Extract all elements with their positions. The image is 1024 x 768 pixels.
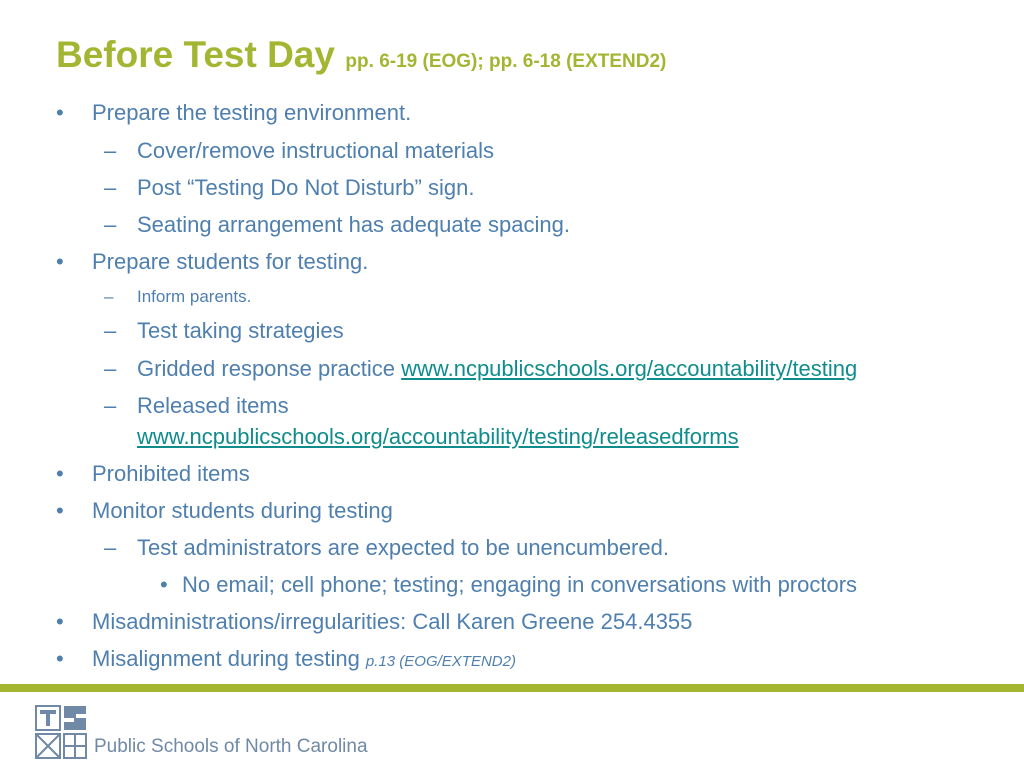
dpi-logo-icon — [34, 704, 90, 765]
bullet-text: Prepare students for testing. — [92, 249, 369, 274]
bullet-text: Prepare the testing environment. — [92, 100, 412, 125]
link-wrap — [137, 424, 739, 450]
bullet-text: Misadministrations/irregularities: Call Karen Greene 254.4355 — [92, 609, 693, 634]
slide-title — [56, 34, 666, 76]
footer-divider — [0, 684, 1024, 692]
testing-link[interactable]: www.ncpublicschools.org/accountability/testing — [401, 356, 858, 381]
bullet-text: Released items — [137, 393, 289, 418]
bullet-text: Test taking strategies — [137, 318, 344, 343]
bullet-mark: – — [104, 138, 117, 163]
bullet-mark: – — [104, 535, 117, 560]
title-main: Before Test Day — [56, 34, 335, 75]
bullet-mark: – — [104, 318, 117, 343]
bullet-text: Gridded response practice — [137, 356, 402, 381]
bullet-text: Test administrators are expected to be unencumbered. — [137, 535, 669, 560]
bullet-text: Monitor students during testing — [92, 498, 393, 523]
bullet-mark: • — [56, 646, 64, 671]
bullet-text: Prohibited items — [92, 461, 250, 486]
bullet-mark: • — [56, 498, 64, 523]
bullet-text: No email; cell phone; testing; engaging in conversations with proctors — [182, 572, 858, 597]
bullet-mark: • — [56, 609, 64, 634]
bullet-mark: – — [104, 212, 117, 237]
bullet-mark: – — [104, 287, 114, 306]
title-page-reference: pp. 6-19 (EOG); pp. 6-18 (EXTEND2) — [345, 51, 667, 72]
bullet-text: Inform parents. — [137, 287, 252, 306]
footer-organization: Public Schools of North Carolina — [94, 736, 368, 757]
bullet-text-wrap — [137, 356, 857, 382]
released-forms-link[interactable]: www.ncpublicschools.org/accountability/testing/releasedforms — [137, 424, 739, 449]
bullet-mark: • — [56, 461, 64, 486]
bullet-mark: – — [104, 175, 117, 200]
bullet-text: Post “Testing Do Not Disturb” sign. — [137, 175, 475, 200]
bullet-mark: – — [104, 393, 117, 418]
bullet-text: Misalignment during testing — [92, 646, 366, 671]
page-reference-note: p.13 (EOG/EXTEND2) — [365, 653, 516, 670]
bullet-text: Seating arrangement has adequate spacing. — [137, 212, 570, 237]
bullet-mark: • — [160, 572, 168, 597]
bullet-mark: • — [56, 249, 64, 274]
bullet-mark: – — [104, 356, 117, 381]
bullet-text: Cover/remove instructional materials — [137, 138, 495, 163]
bullet-mark: • — [56, 100, 64, 125]
bullet-text-wrap — [92, 646, 516, 672]
